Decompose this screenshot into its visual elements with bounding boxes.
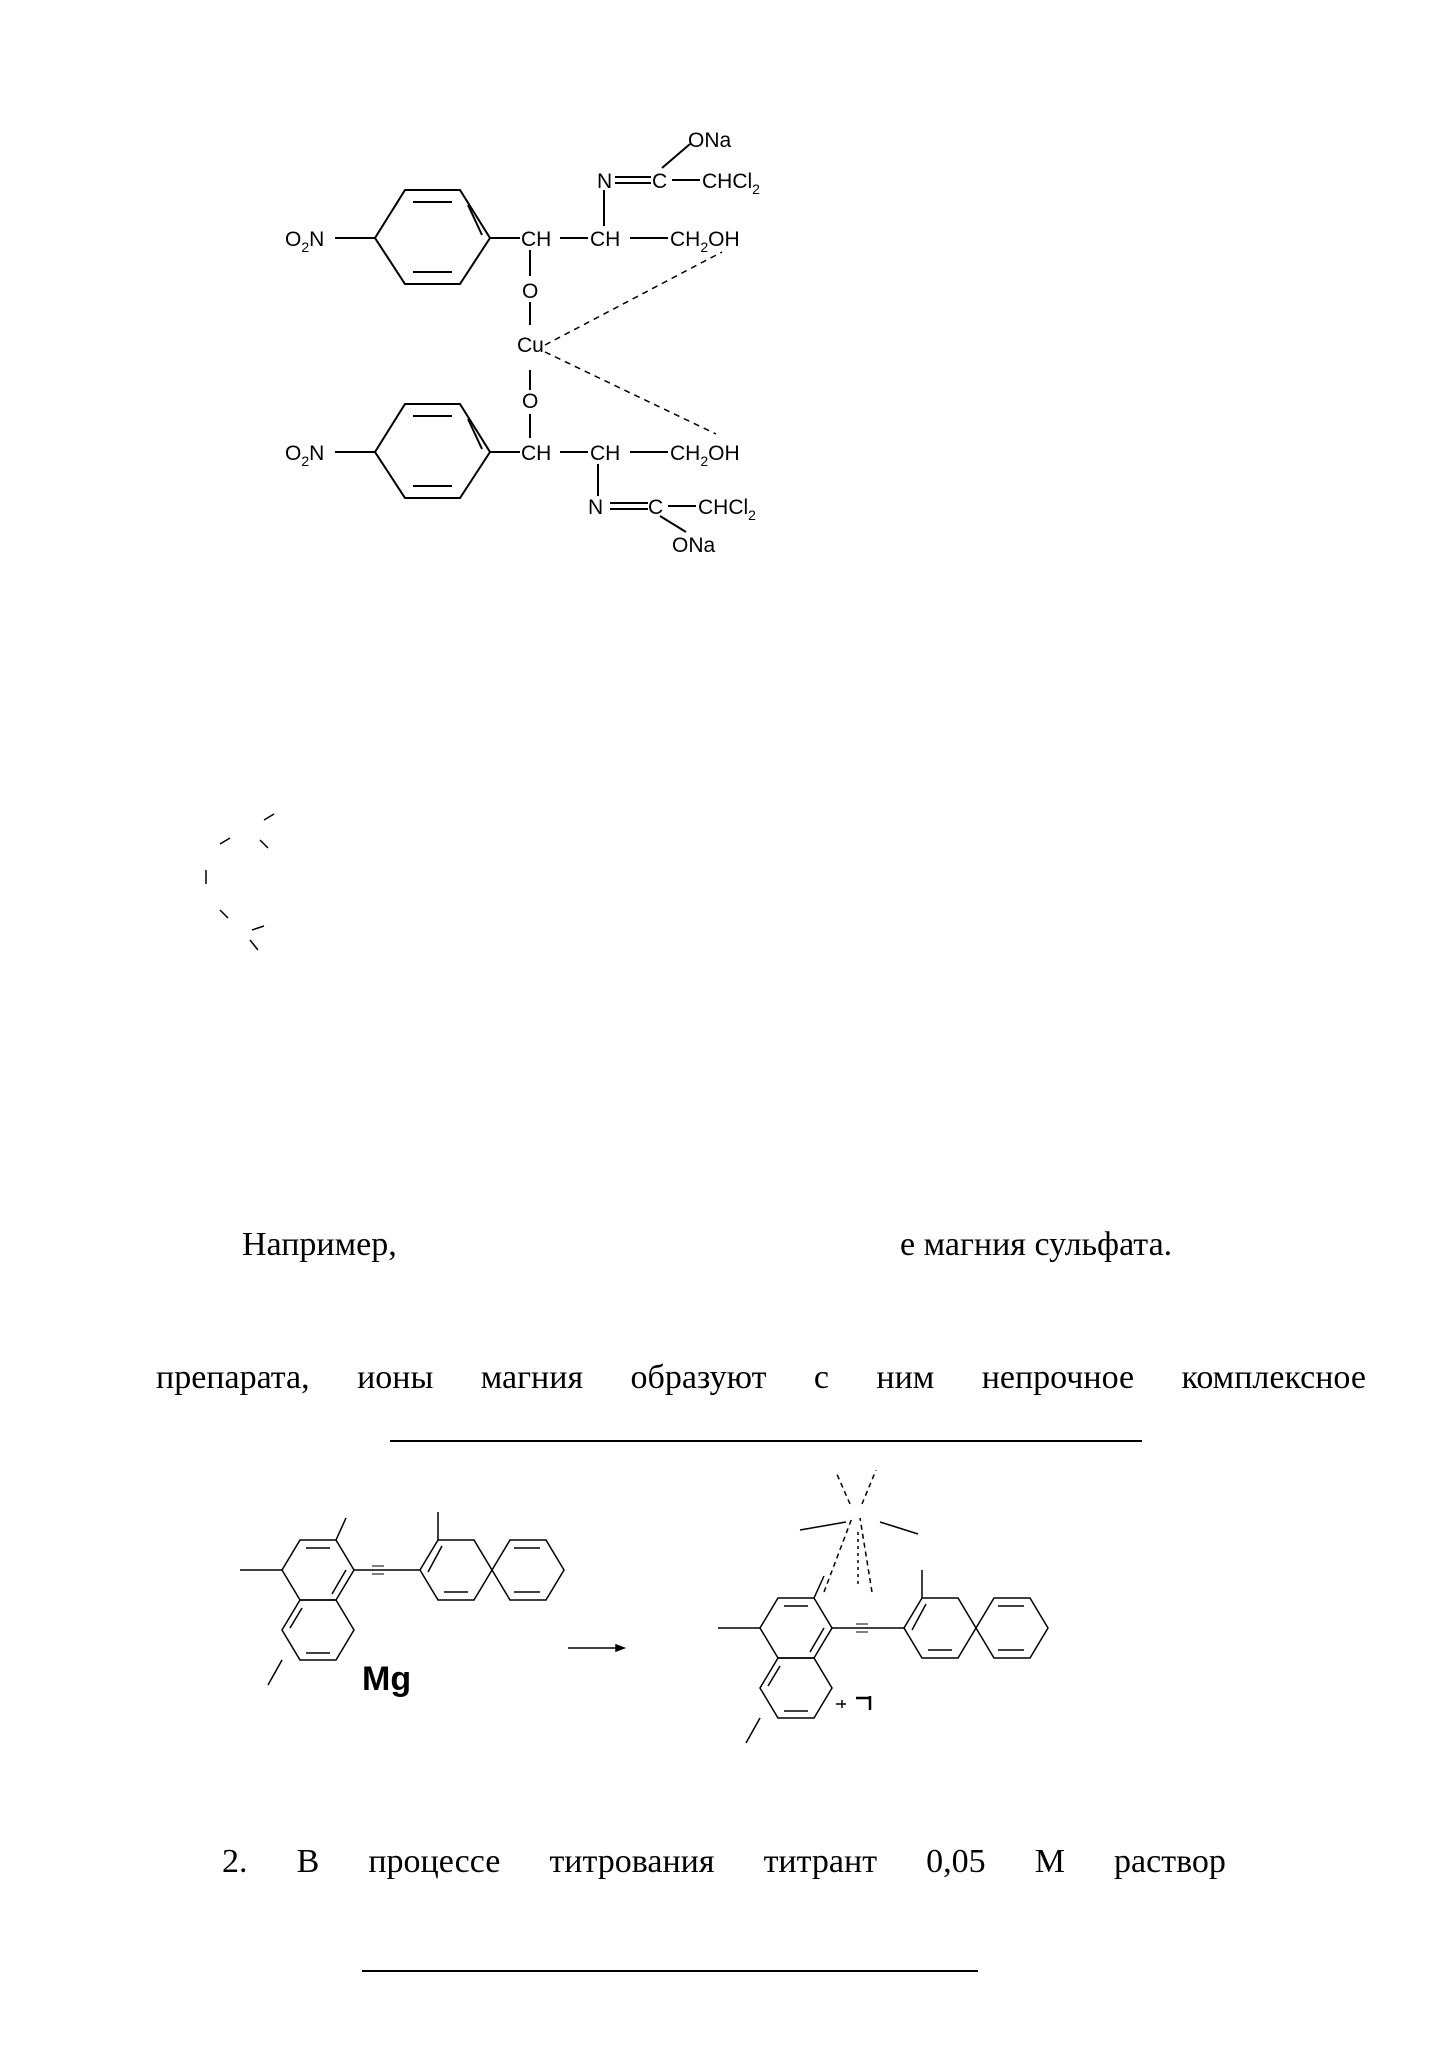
magnesium-reaction-scheme	[0, 1460, 1449, 1780]
label-c-bot: C	[648, 496, 664, 519]
svg-text:CH2OH	[670, 228, 740, 255]
label-chcl2-top-sub: 2	[752, 181, 760, 197]
label-c-top: C	[652, 170, 668, 193]
label-n-bot: N	[588, 496, 604, 519]
label-o2n-bot-n: N	[309, 442, 325, 465]
word: В	[296, 1843, 320, 1880]
label-chcl2-bot-sub: 2	[748, 507, 756, 523]
word: процессе	[368, 1843, 501, 1880]
body-text-line	[156, 1358, 1366, 1398]
label-ona-top: ONa	[688, 129, 732, 152]
example-text-right: е магния сульфата.	[900, 1226, 1173, 1263]
label-o2n-bot-o: O	[285, 442, 302, 465]
word: ионы	[357, 1359, 434, 1396]
label-o2n-top-o: O	[285, 228, 302, 251]
label-ch2oh-top: CH	[670, 228, 701, 251]
word: титрант	[763, 1843, 878, 1880]
label-ch2oh-top-sub: 2	[700, 239, 709, 255]
copper-complex-structure	[0, 0, 1449, 600]
word: непрочное	[981, 1359, 1135, 1396]
label-ch2oh-top-oh: OH	[708, 228, 740, 251]
label-ch1-bot: CH	[521, 442, 552, 465]
word: раствор	[1114, 1843, 1226, 1880]
label-o2n-top-n: N	[309, 228, 325, 251]
word: ним	[876, 1359, 935, 1396]
label-ch1-top: CH	[521, 228, 552, 251]
label-ona-bot: ONa	[672, 534, 716, 557]
numbered-text-line	[222, 1842, 1226, 1882]
label-ch2oh-bot-oh: OH	[708, 442, 740, 465]
label-chcl2-bot: CHCl	[698, 496, 749, 519]
svg-text:CHCl2	[702, 170, 760, 197]
word: магния	[480, 1359, 584, 1396]
label-ch2-top: CH	[590, 228, 621, 251]
word: с	[813, 1359, 829, 1396]
blank-fill-line	[390, 1440, 1142, 1442]
word: М	[1034, 1843, 1065, 1880]
word: комплексное	[1181, 1359, 1366, 1396]
word: образуют	[630, 1359, 767, 1396]
example-text-left: Например,	[242, 1226, 397, 1263]
label-chcl2-top: CHCl	[702, 170, 753, 193]
label-ch2oh-bot-sub: 2	[700, 453, 709, 469]
list-number: 2.	[222, 1843, 248, 1880]
label-ch2oh-bot: CH	[670, 442, 701, 465]
word: титрования	[549, 1843, 715, 1880]
mg-label: Mg	[362, 1660, 412, 1698]
label-n-top: N	[597, 170, 613, 193]
fragment-marks	[180, 800, 300, 960]
label-o-lower: O	[522, 390, 539, 413]
label-o-upper: O	[522, 280, 539, 303]
svg-text:O2N	[285, 228, 324, 255]
label-ch2-bot: CH	[590, 442, 621, 465]
svg-text:CHCl2	[698, 496, 756, 523]
label-o2n-top-sub: 2	[301, 239, 310, 255]
word: 0,05	[926, 1843, 986, 1880]
label-o2n-bot-sub: 2	[301, 453, 310, 469]
svg-text:O2N	[285, 442, 324, 469]
blank-fill-line-2	[362, 1970, 978, 1972]
label-cu: Cu	[517, 334, 544, 357]
word: препарата,	[156, 1359, 310, 1396]
svg-text:CH2OH	[670, 442, 740, 469]
